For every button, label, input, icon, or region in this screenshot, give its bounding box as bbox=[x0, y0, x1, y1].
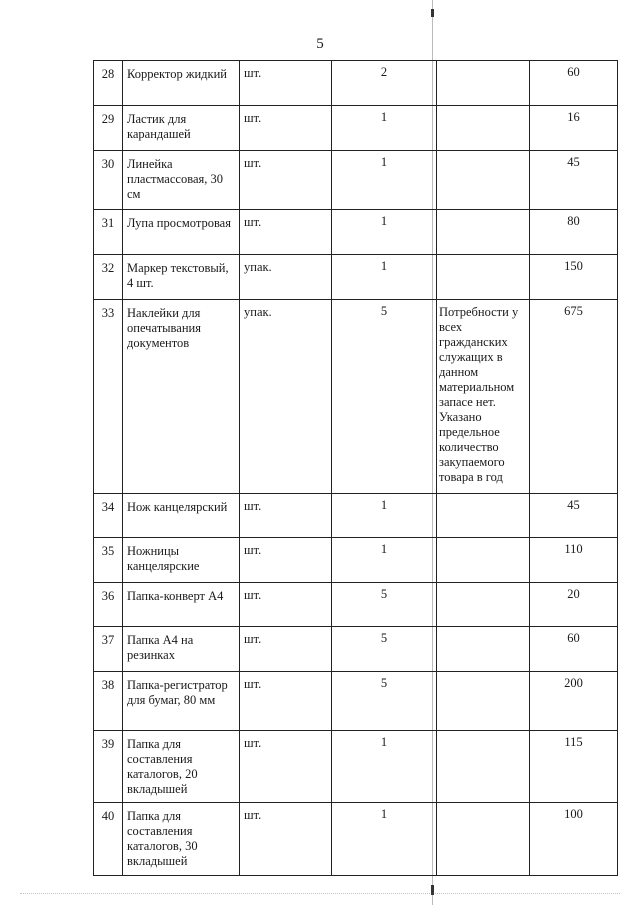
scan-artifact bbox=[20, 893, 620, 895]
item-quantity: 2 bbox=[332, 61, 437, 106]
item-note bbox=[437, 255, 530, 300]
item-name: Маркер текстовый, 4 шт. bbox=[123, 255, 240, 300]
page-number: 5 bbox=[316, 36, 324, 52]
row-number: 33 bbox=[94, 300, 123, 494]
row-number: 28 bbox=[94, 61, 123, 106]
item-name: Наклейки для опечатывания документов bbox=[123, 300, 240, 494]
item-unit: шт. bbox=[240, 803, 332, 876]
row-number: 30 bbox=[94, 151, 123, 210]
item-unit: шт. bbox=[240, 61, 332, 106]
page-fold-mark bbox=[431, 9, 434, 17]
table-row bbox=[94, 538, 618, 583]
item-unit: шт. bbox=[240, 494, 332, 538]
item-unit: шт. bbox=[240, 106, 332, 151]
item-price: 100 bbox=[530, 803, 618, 876]
item-name: Нож канцелярский bbox=[123, 494, 240, 538]
item-quantity: 5 bbox=[332, 583, 437, 627]
item-note bbox=[437, 583, 530, 627]
table-row bbox=[94, 494, 618, 538]
item-quantity: 1 bbox=[332, 106, 437, 151]
item-name: Ножницы канцелярские bbox=[123, 538, 240, 583]
item-unit: шт. bbox=[240, 672, 332, 731]
item-name: Ластик для карандашей bbox=[123, 106, 240, 151]
row-number: 32 bbox=[94, 255, 123, 300]
item-price: 16 bbox=[530, 106, 618, 151]
row-number: 37 bbox=[94, 627, 123, 672]
item-unit: шт. bbox=[240, 583, 332, 627]
table-row bbox=[94, 106, 618, 151]
row-number: 36 bbox=[94, 583, 123, 627]
row-number: 35 bbox=[94, 538, 123, 583]
item-quantity: 1 bbox=[332, 255, 437, 300]
item-unit: шт. bbox=[240, 627, 332, 672]
item-price: 115 bbox=[530, 731, 618, 803]
item-quantity: 5 bbox=[332, 672, 437, 731]
item-note bbox=[437, 803, 530, 876]
item-price: 110 bbox=[530, 538, 618, 583]
item-quantity: 1 bbox=[332, 731, 437, 803]
table-row bbox=[94, 627, 618, 672]
item-unit: шт. bbox=[240, 538, 332, 583]
item-quantity: 5 bbox=[332, 627, 437, 672]
item-name: Папка-конверт А4 bbox=[123, 583, 240, 627]
item-price: 60 bbox=[530, 61, 618, 106]
row-number: 31 bbox=[94, 210, 123, 255]
table-row bbox=[94, 672, 618, 731]
table-row bbox=[94, 151, 618, 210]
item-name: Линейка пластмассовая, 30 см bbox=[123, 151, 240, 210]
item-quantity: 1 bbox=[332, 494, 437, 538]
item-price: 80 bbox=[530, 210, 618, 255]
item-note bbox=[437, 627, 530, 672]
row-number: 39 bbox=[94, 731, 123, 803]
row-number: 29 bbox=[94, 106, 123, 151]
item-name: Папка-регистратор для бумаг, 80 мм bbox=[123, 672, 240, 731]
table-row bbox=[94, 583, 618, 627]
row-number: 38 bbox=[94, 672, 123, 731]
item-note bbox=[437, 61, 530, 106]
table-row bbox=[94, 731, 618, 803]
item-price: 45 bbox=[530, 494, 618, 538]
item-price: 150 bbox=[530, 255, 618, 300]
table-row bbox=[94, 300, 618, 494]
item-note bbox=[437, 538, 530, 583]
item-note bbox=[437, 672, 530, 731]
item-price: 20 bbox=[530, 583, 618, 627]
item-unit: шт. bbox=[240, 151, 332, 210]
item-name: Папка для составления каталогов, 20 вкладышей bbox=[123, 731, 240, 803]
item-note bbox=[437, 151, 530, 210]
item-note bbox=[437, 494, 530, 538]
item-price: 200 bbox=[530, 672, 618, 731]
item-note bbox=[437, 106, 530, 151]
item-note: Потребности у всех гражданских служащих в данном материальном запасе нет. Указано предельное количество закупаемого товара в год bbox=[437, 300, 530, 494]
item-name: Папка для составления каталогов, 30 вкладышей bbox=[123, 803, 240, 876]
item-name: Лупа просмотровая bbox=[123, 210, 240, 255]
item-name: Корректор жидкий bbox=[123, 61, 240, 106]
table-row bbox=[94, 255, 618, 300]
supplies-table-body bbox=[94, 61, 618, 876]
row-number: 34 bbox=[94, 494, 123, 538]
item-name: Папка А4 на резинках bbox=[123, 627, 240, 672]
supplies-table bbox=[93, 60, 618, 876]
item-note bbox=[437, 210, 530, 255]
item-quantity: 1 bbox=[332, 803, 437, 876]
item-unit: упак. bbox=[240, 255, 332, 300]
item-unit: шт. bbox=[240, 210, 332, 255]
item-price: 60 bbox=[530, 627, 618, 672]
table-row bbox=[94, 61, 618, 106]
item-unit: шт. bbox=[240, 731, 332, 803]
item-price: 45 bbox=[530, 151, 618, 210]
item-note bbox=[437, 731, 530, 803]
table-row bbox=[94, 803, 618, 876]
item-price: 675 bbox=[530, 300, 618, 494]
item-quantity: 1 bbox=[332, 210, 437, 255]
item-quantity: 1 bbox=[332, 538, 437, 583]
item-quantity: 5 bbox=[332, 300, 437, 494]
item-quantity: 1 bbox=[332, 151, 437, 210]
row-number: 40 bbox=[94, 803, 123, 876]
table-row bbox=[94, 210, 618, 255]
item-unit: упак. bbox=[240, 300, 332, 494]
